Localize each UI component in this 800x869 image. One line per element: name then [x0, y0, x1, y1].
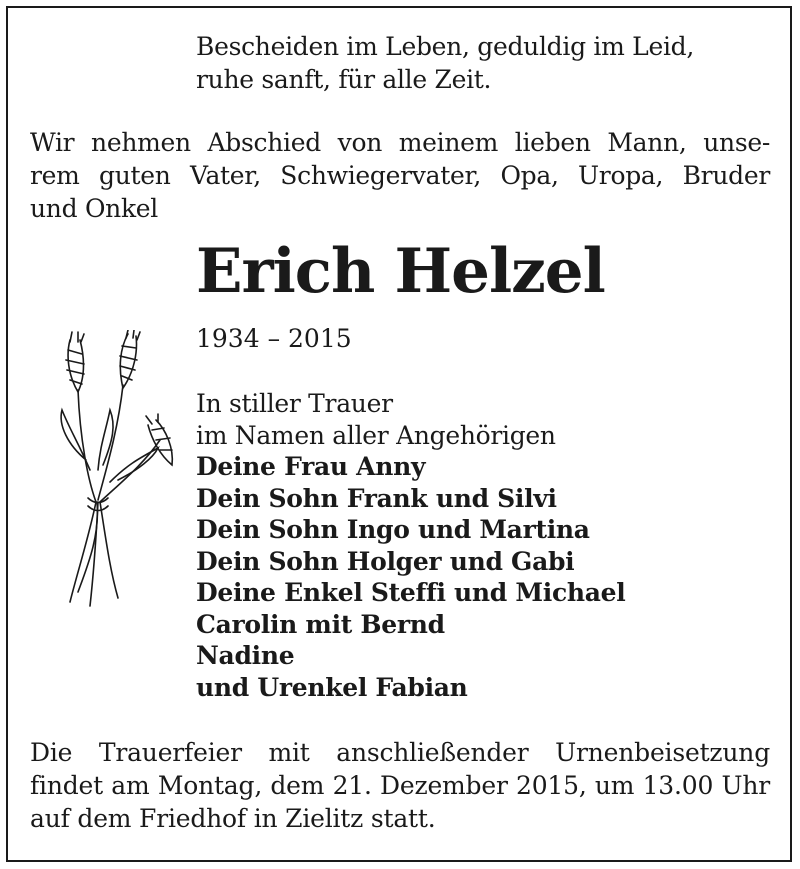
family-member: Deine Frau Anny	[196, 452, 426, 481]
wheat-bundle-icon	[48, 330, 188, 620]
intro-line: Wir nehmen Abschied von meinem lieben Mann, unse-	[30, 128, 770, 157]
motto-line: ruhe sanft, für alle Zeit.	[196, 65, 492, 94]
family-member: und Urenkel Fabian	[196, 672, 468, 702]
intro-line: rem guten Vater, Schwiegervater, Opa, Uropa, Bruder	[30, 161, 770, 190]
family-member: Dein Sohn Holger und Gabi	[196, 546, 575, 576]
mourners-intro-line: im Namen aller Angehörigen	[196, 420, 556, 450]
family-member: Nadine	[196, 641, 295, 670]
mourners-intro-line: In stiller Trauer	[196, 389, 393, 418]
family-member: Dein Sohn Ingo und Martina	[196, 515, 590, 544]
life-years: 1934 – 2015	[196, 324, 352, 353]
funeral-info-line: auf dem Friedhof in Zielitz statt.	[30, 804, 436, 833]
motto	[196, 30, 756, 96]
family-member: Carolin mit Bernd	[196, 609, 445, 639]
funeral-info	[30, 736, 770, 835]
funeral-info-line: findet am Montag, dem 21. Dezember 2015, um 13.00 Uhr	[30, 771, 770, 800]
family-member: Dein Sohn Frank und Silvi	[196, 483, 557, 513]
mourners-list	[196, 388, 756, 703]
family-member: Deine Enkel Steffi und Michael	[196, 578, 626, 607]
funeral-info-line: Die Trauerfeier mit anschließender Urnenbeisetzung	[30, 738, 770, 767]
deceased-name: Erich Helzel	[196, 236, 605, 307]
motto-line: Bescheiden im Leben, geduldig im Leid,	[196, 32, 695, 61]
intro-line: und Onkel	[30, 194, 158, 223]
intro-text	[30, 126, 770, 225]
